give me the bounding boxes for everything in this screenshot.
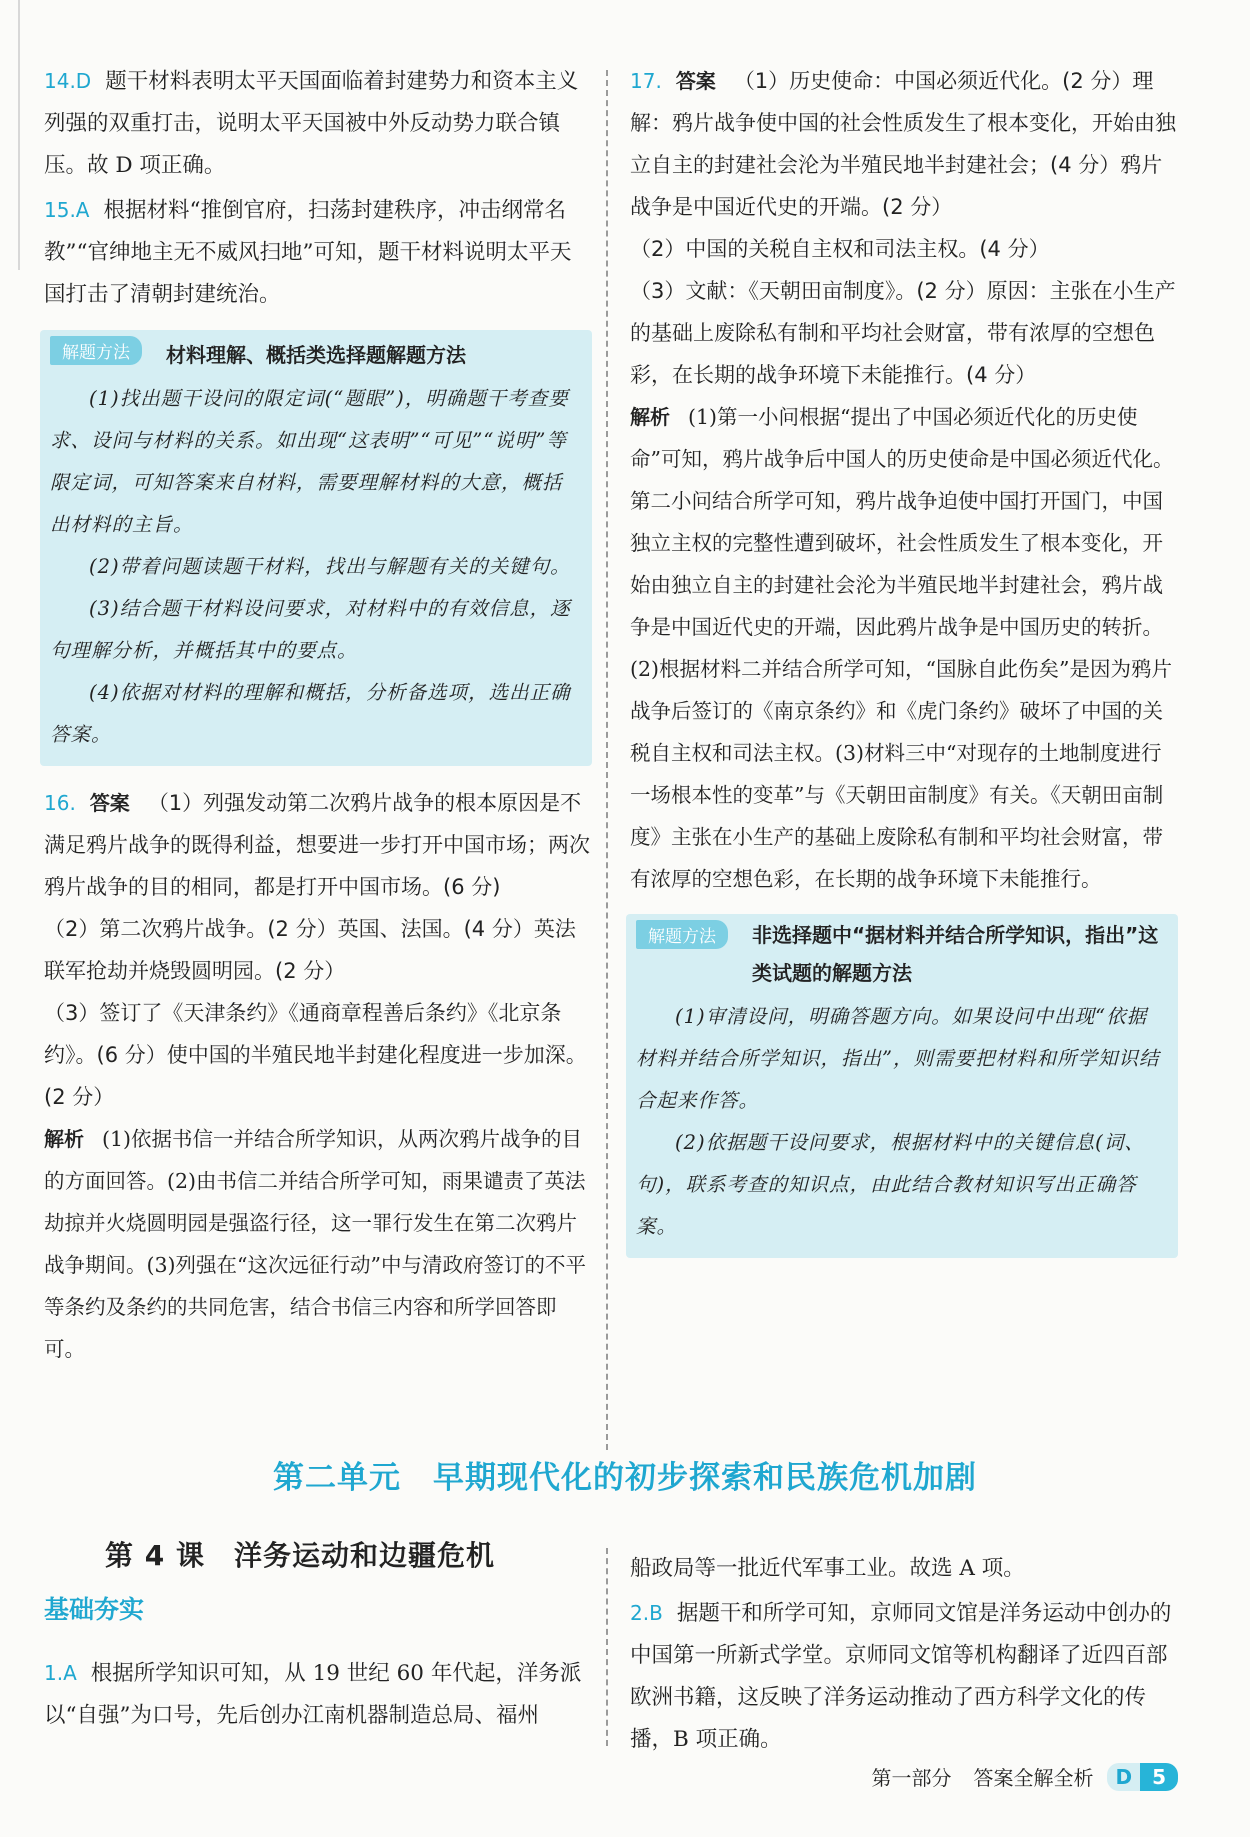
method-step: (2)带着问题读题干材料，找出与解题有关的关键句。 <box>89 555 571 578</box>
analysis-text: (1)依据书信一并结合所学知识，从两次鸦片战争的目的方面回答。(2)由书信二并结合所学可知，雨果谴责了英法劫掠并火烧圆明园是强盗行径，这一罪行发生在第二次鸦片战争期间。(3)列强在“这次远征行动”中与清政府签订的不平等条约及条约的共同危害，结合书信三内容和所学回答即可。 <box>44 1127 586 1361</box>
question-number: 1.A <box>44 1661 77 1685</box>
answer-text: （1）历史使命：中国必须近代化。(2 分）理解：鸦片战争使中国的社会性质发生了根本变化，开始由独立自主的封建社会沦为半殖民地半封建社会；(4 分）鸦片战争是中国近代史的开端。(2 分） <box>630 69 1176 219</box>
method-step: (1)审清设问，明确答题方向。如果设问中出现“依据材料并结合所学知识，指出”，则需要把材料和所学知识结合起来作答。 <box>636 1005 1160 1112</box>
analysis <box>630 396 1178 900</box>
question-text: 根据所学知识可知，从 19 世纪 60 年代起，洋务派以“自强”为口号，先后创办江南机器制造总局、福州 <box>44 1661 582 1728</box>
page-edge <box>18 0 20 270</box>
answer-text: （1）列强发动第二次鸦片战争的根本原因是不满足鸦片战争的既得利益，想要进一步打开中国市场；两次鸦片战争的目的相同，都是打开中国市场。(6 分) <box>44 791 590 899</box>
answer-line <box>630 60 1178 228</box>
left-column-bottom <box>44 1652 592 1739</box>
method-box-2 <box>626 914 1178 1258</box>
left-column <box>44 60 592 1372</box>
method-box-1 <box>40 330 592 766</box>
method-step: (2)依据题干设问要求，根据材料中的关键信息(词、句)，联系考查的知识点，由此结合教材知识写出正确答案。 <box>636 1131 1145 1238</box>
page-footer <box>871 1762 1178 1791</box>
question-17 <box>630 60 1178 900</box>
method-tag: 解题方法 <box>50 336 142 365</box>
question-number: 16. <box>44 791 76 815</box>
answer-label: 答案 <box>89 791 130 815</box>
lesson-title: 第 4 课 洋务运动和边疆危机 <box>105 1539 495 1572</box>
question-number: 14.D <box>44 69 92 93</box>
question-text: 根据材料“推倒官府，扫荡封建秩序，冲击纲常名教”“官绅地主无不威风扫地”可知，题干材料说明太平天国打击了清朝封建统治。 <box>44 198 572 307</box>
answer-text: （2）中国的关税自主权和司法主权。(4 分） <box>630 237 1050 261</box>
footer-part: 第一部分 <box>871 1766 952 1790</box>
page-badge <box>1107 1763 1178 1791</box>
method-title: 非选择题中“据材料并结合所学知识，指出”这类试题的解题方法 <box>752 923 1159 985</box>
question-text: 题干材料表明太平天国面临着封建势力和资本主义列强的双重打击，说明太平天国被中外反动势力联合镇压。故 D 项正确。 <box>44 69 579 178</box>
method-step: (3)结合题干材料设问要求，对材料中的有效信息，逐句理解分析，并概括其中的要点。 <box>50 597 571 662</box>
question-2 <box>630 1592 1178 1761</box>
answer-label: 答案 <box>675 69 716 93</box>
analysis-text: (1)第一小问根据“提出了中国必须近代化的历史使命”可知，鸦片战争后中国人的历史使命是中国必须近代化。第二小问结合所学可知，鸦片战争迫使中国打开国门，中国独立主权的完整性遭到破坏，社会性质发生了根本变化，开始由独立自主的封建社会沦为半殖民地半封建社会，鸦片战争是中国近代史的开端，因此鸦片战争是中国历史的转折。(2)根据材料二并结合所学可知，“国脉自此伤矣”是因为鸦片战争后签订的《南京条约》和《虎门条约》破坏了中国的关税自主权和司法主权。(3)材料三中“对现存的土地制度进行一场根本性的变革”与《天朝田亩制度》有关。《天朝田亩制度》主张在小生产的基础上废除私有制和平均社会财富，带有浓厚的空想色彩，在长期的战争环境下未能推行。 <box>630 405 1174 891</box>
method-step: (1)找出题干设问的限定词(“题眼”)，明确题干考查要求、设问与材料的关系。如出现“这表明”“可见”“说明”等限定词，可知答案来自材料，需要理解材料的大意，概括出材料的主旨。 <box>50 387 569 536</box>
question-text: 据题干和所学可知，京师同文馆是洋务运动中创办的中国第一所新式学堂。京师同文馆等机构翻译了近四百部欧洲书籍，这反映了洋务运动推动了西方科学文化的传播，B 项正确。 <box>630 1601 1172 1752</box>
right-column-bottom <box>630 1548 1178 1763</box>
section-title: 基础夯实 <box>44 1595 145 1624</box>
question-number: 17. <box>630 69 662 93</box>
method-step: (4)依据对材料的理解和概括，分析备选项，选出正确答案。 <box>50 681 571 746</box>
method-tag: 解题方法 <box>636 920 728 949</box>
answer-line <box>44 782 592 908</box>
question-number: 2.B <box>630 1601 663 1625</box>
question-15 <box>44 189 592 316</box>
analysis <box>44 1118 592 1370</box>
question-16 <box>44 782 592 1370</box>
question-14 <box>44 60 592 187</box>
answer-text: （3）文献：《天朝田亩制度》。(2 分）原因：主张在小生产的基础上废除私有制和平均社会财富，带有浓厚的空想色彩，在长期的战争环境下未能推行。(4 分） <box>630 279 1176 387</box>
column-divider <box>606 1548 608 1746</box>
badge-letter: D <box>1107 1763 1140 1791</box>
unit-title: 第二单元 早期现代化的初步探索和民族危机加剧 <box>273 1460 977 1496</box>
question-1 <box>44 1652 592 1737</box>
footer-title: 答案全解全析 <box>973 1766 1094 1790</box>
page-number: 5 <box>1140 1763 1178 1791</box>
answer-text: （2）第二次鸦片战争。(2 分）英国、法国。(4 分）英法联军抢劫并烧毁圆明园。(2 分） <box>44 917 576 983</box>
column-divider <box>606 70 608 1450</box>
question-number: 15.A <box>44 198 90 222</box>
right-column <box>630 60 1178 1274</box>
analysis-label: 解析 <box>44 1127 84 1151</box>
method-title: 材料理解、概括类选择题解题方法 <box>166 343 466 367</box>
analysis-label: 解析 <box>630 405 670 429</box>
question-1-continued: 船政局等一批近代军事工业。故选 A 项。 <box>630 1556 1025 1581</box>
answer-text: （3）签订了《天津条约》《通商章程善后条约》《北京条约》。(6 分）使中国的半殖民地半封建化程度进一步加深。(2 分） <box>44 1001 587 1109</box>
